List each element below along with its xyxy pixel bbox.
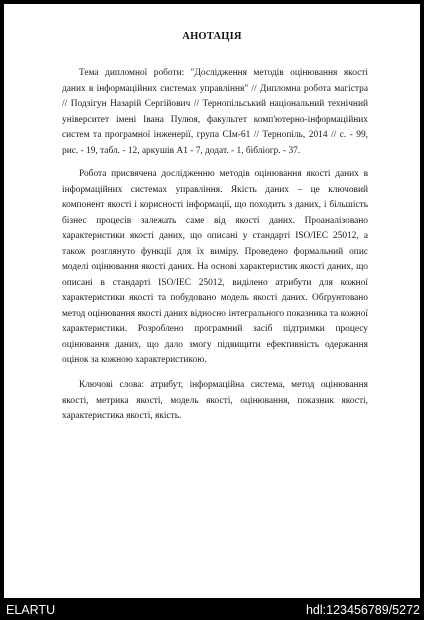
document-page — [4, 4, 420, 598]
abstract-paragraph-2 — [62, 167, 368, 369]
handle-identifier[interactable]: hdl:123456789/5272 — [305, 603, 420, 617]
page-title: АНОТАЦІЯ — [182, 31, 242, 42]
abstract-paragraph-1 — [62, 66, 368, 159]
paragraph-text: Робота присвячена дослідженню методів оцінювання якості даних в інформаційних системах управління. Якість даних – це ключовий компонент якості і корисності інформації, що походить з даних, і більшість бізнес процесів залежать саме від якості даних. Проаналізовано характеристики якості даних, що описані у стандарті ISO/IEC 25012, а також розглянуто функції для їх виміру. Проведено формальний опис моделі оцінювання якості даних. На основі характеристик якості даних, що описані в стандарті ISO/IEC 25012, виділено атрибути для кожної характеристики якості та побудовано модель якості даних. Обґрунтовано метод оцінювання якості даних відносно інтегрального показника та кожної характеристики. Розроблено програмний засіб підтримки процесу оцінювання даних, що дало змогу підвищити ефективність одержання оцінок за кожною характеристикою. — [62, 169, 368, 365]
paragraph-text: Тема дипломної роботи: "Дослідження методів оцінювання якості даних в інформаційних системах управління" // Дипломна робота магістра // Подзігун Назарій Сергійович // Тернопільський національний технічний університет імені Івана Пулюя, факультет комп'ютерно-інформаційних систем та програмної інженерії, група СІм-61 // Тернопіль, 2014 // с. - 99, рис. - 19, табл. - 12, аркушів А1 - 7, додат. - 1, бібліогр. - 37. — [62, 68, 368, 156]
paragraph-text: Ключові слова: атрибут, інформаційна система, метод оцінювання якості, метрика якості, модель якості, оцінювання, показник якості, характеристика якості, якість. — [62, 380, 368, 421]
repository-brand[interactable]: ELARTU — [6, 603, 56, 617]
keywords-paragraph — [62, 378, 368, 425]
footer-bar — [0, 600, 424, 620]
